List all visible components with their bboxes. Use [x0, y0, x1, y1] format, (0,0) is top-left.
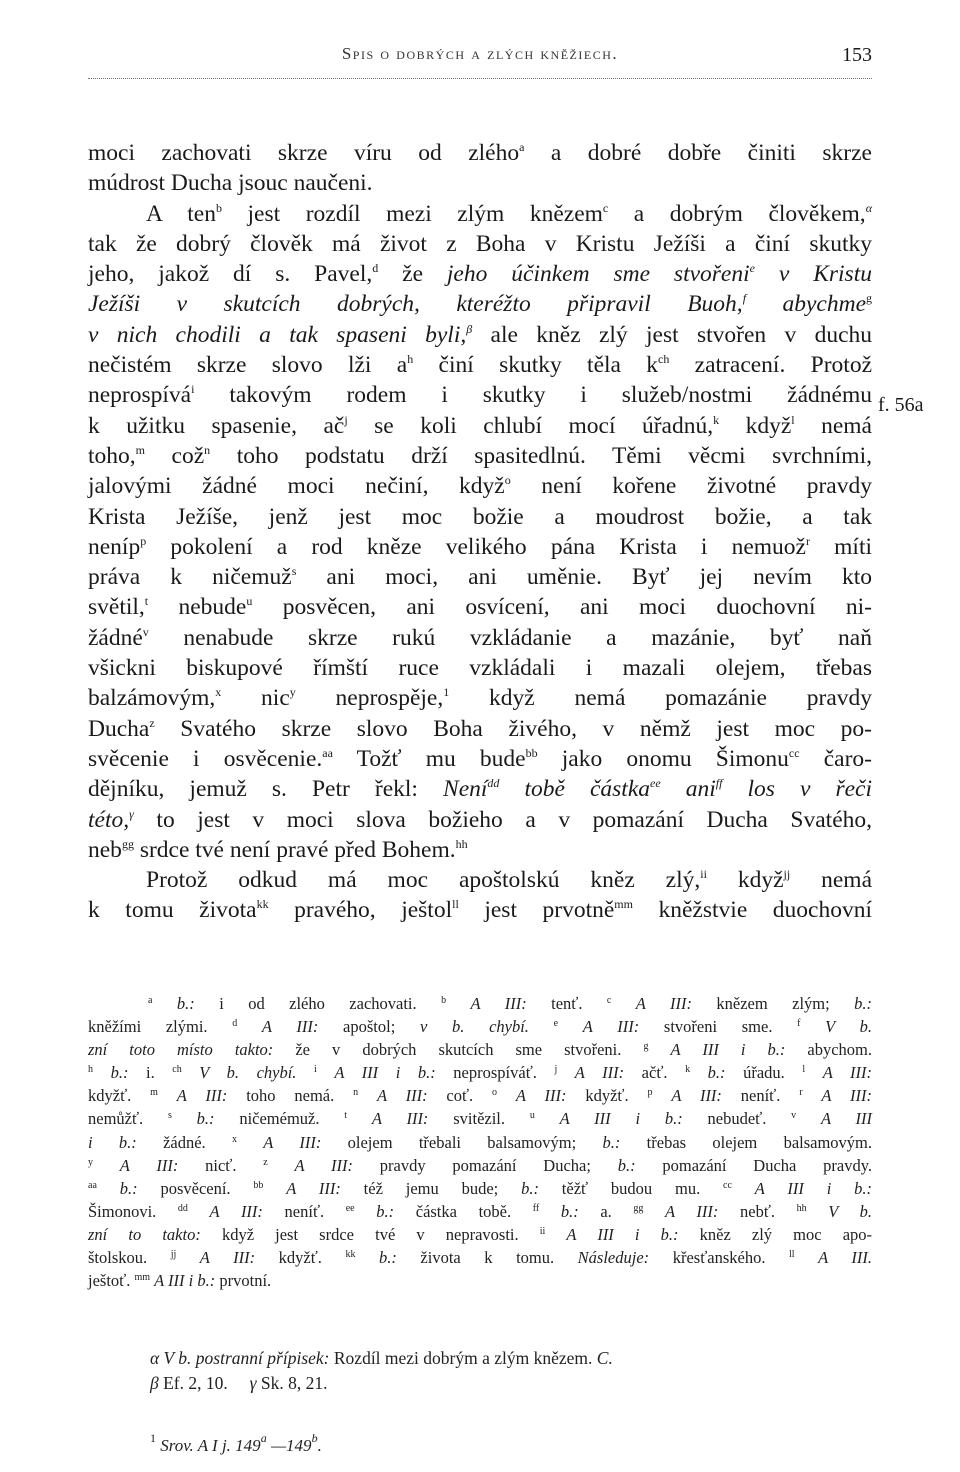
text-line: Krista Ježíše, jenž jest moc božie a moudrost božie, a tak	[88, 503, 872, 530]
running-title: Spis o dobrých a zlých kněžiech.	[341, 44, 619, 63]
text-line: dějníku, jemuž s. Petr řekl: Není$^{dd}$ tobě částka$^{ee}$ ani$^{ff}$ los v řeči	[88, 776, 872, 803]
text-line: Protož odkud má moc apoštolskú kněz zlý,$^{ii}$ když$^{jj}$ nemá	[146, 867, 873, 894]
text-line: práva k ničemuž$^s$ ani moci, ani uměnie. Byť jej nevím kto	[88, 564, 872, 591]
text-line: světil,$^t$ nebude$^u$ posvěcen, ani osvícení, ani moci duochovní ni-	[88, 594, 872, 621]
text-line: jeho, jakož dí s. Pavel,$^d$ že jeho účinkem sme stvořeni$^e$ v Kristu	[88, 261, 872, 288]
text-line: Ježíši v skutcích dobrých, kteréžto připravil Buoh,$^f$ abychme$^g$	[88, 291, 872, 318]
source-reference: $^1$ Srov. A I j. 149$^a$ —149$^b$.	[150, 1431, 322, 1455]
text-line: k tomu života$^{kk}$ pravého, ještol$^{ll}$ jest prvotně$^{mm}$ kněžstvie duochovní	[88, 897, 872, 924]
footnote-line: nemůžť. $^s$ b.: ničemémuž. $^t$ A III: svitězil. $^u$ A III i b.: nebudeť. $^v$ A III	[88, 1109, 872, 1129]
marginal-note-line: β Ef. 2, 10. γ Sk. 8, 21.	[150, 1373, 328, 1393]
text-line: tak že dobrý člověk má život z Boha v Kristu Ježíši a činí skutky	[88, 230, 872, 257]
footnote-line: $^a$ b.: i od zlého zachovati. $^b$ A III: tenť. $^c$ A III: knězem zlým; b.:	[148, 994, 873, 1013]
footnote-line: i b.: žádné. $^x$ A III: olejem třebali balsamovým; b.: třebas olejem balsamovým.	[88, 1132, 873, 1152]
footnote-line: $^y$ A III: nicť. $^z$ A III: pravdy pomazání Ducha; b.: pomazání Ducha pravdy.	[88, 1155, 873, 1175]
footnote-line: kdyžť. $^m$ A III: toho nemá. $^n$ A III: coť. $^o$ A III: kdyžť. $^p$ A III: neníť. $^r$ A III:	[88, 1086, 873, 1106]
text-line: balzámovým,$^x$ nic$^y$ neprospěje,$^1$ když nemá pomazánie pravdy	[88, 685, 872, 712]
text-line: moci zachovati skrze víru od zlého$^a$ a dobré dobře činiti skrze	[88, 140, 872, 166]
page-header	[88, 44, 872, 74]
text-line: této,$^\gamma$ to jest v moci slova božieho a v pomazání Ducha Svatého,	[88, 806, 872, 833]
footnote-line: štolskou. $^{jj}$ A III: kdyžť. $^{kk}$ b.: života k tomu. Následuje: křesťanského. $^{ll}$ A III.	[88, 1248, 873, 1268]
text-line: v nich chodili a tak spaseni byli,$^\beta$ ale kněz zlý jest stvořen v duchu	[88, 321, 872, 348]
marginal-note-line: α V b. postranní přípisek: Rozdíl mezi dobrým a zlým knězem. C.	[150, 1348, 613, 1368]
text-line: jalovými žádné moci nečiní, když$^o$ není kořene životné pravdy	[88, 473, 872, 500]
footnote-line: zní toto místo takto: že v dobrých skutcích sme stvořeni. $^g$ A III i b.: abychom.	[88, 1040, 873, 1060]
text-line: neb$^{gg}$ srdce tvé není pravé před Bohem.$^{hh}$	[88, 836, 468, 863]
footnote-line: Šimonovi. $^{dd}$ A III: neníť. $^{ee}$ b.: částka tobě. $^{ff}$ b.: a. $^{gg}$ A III: nebť. $^{hh}$ V b.	[88, 1201, 873, 1221]
main-text	[88, 138, 872, 926]
text-line: nečistém skrze slovo lži $a^h$ činí skutky těla $k^{ch}$ zatracení. Protož	[88, 352, 872, 379]
text-line: neprospívá$^i$ takovým rodem i skutky i služeb/nostmi žádnému	[88, 382, 872, 409]
text-line: všickni biskupové římští ruce vzkládali i mazali olejem, třebas	[88, 655, 872, 682]
text-line: toho,$^m$ což$^n$ toho podstatu drží spasitedlnú. Těmi věcmi svrchními,	[88, 442, 872, 469]
text-line: Ducha$^z$ Svatého skrze slovo Boha živého, v němž jest moc po-	[88, 715, 872, 742]
footnote-line: zní to takto: když jest srdce tvé v nepravosti. $^{ii}$ A III i b.: kněz zlý moc apo-	[88, 1224, 873, 1244]
page-number: 153	[842, 44, 872, 66]
header-rule	[88, 78, 872, 79]
text-line: neníp$^p$ pokolení a rod kněze velikého pána Krista i nemuož$^r$ míti	[88, 533, 872, 560]
footnote-line: ještoť. $^{mm}$ A III i b.: prvotní.	[88, 1271, 272, 1291]
text-line: svěcenie i osvěcenie.$^{aa}$ Tožť mu bude$^{bb}$ jako onomu Šimonu$^{cc}$ čaro-	[88, 745, 872, 772]
marginal-notes	[150, 1346, 613, 1396]
footnote-line: $^h$ b.: i. $^{ch}$ V b. chybí. $^i$ A III i b.: neprospíváť. $^j$ A III: ačť. $^k$ b.: úřadu. $^l$ A III:	[88, 1063, 873, 1083]
folio-margin-note: f. 56a	[878, 394, 924, 416]
footnote-line: $^{aa}$ b.: posvěcení. $^{bb}$ A III: též jemu bude; b.: těžť budou mu. $^{cc}$ A III i b.:	[88, 1178, 873, 1198]
variant-footnotes	[88, 992, 872, 1292]
text-line: múdrost Ducha jsouc naučeni.	[88, 170, 373, 197]
text-line: A ten$^b$ jest rozdíl mezi zlým knězem$^c$ a dobrým člověkem,$^\alpha$	[146, 200, 872, 227]
text-line: žádné$^v$ nenabude skrze rukú vzkládanie a mazánie, byť naň	[88, 624, 872, 651]
footnote-line: kněžími zlými. $^d$ A III: apoštol; v b. chybí. $^e$ A III: stvořeni sme. $^f$ V b.	[88, 1017, 873, 1037]
text-line: k užitku spasenie, $ač^j$ se koli chlubí mocí úřadnú,$^k$ když$^l$ nemá	[88, 412, 872, 439]
